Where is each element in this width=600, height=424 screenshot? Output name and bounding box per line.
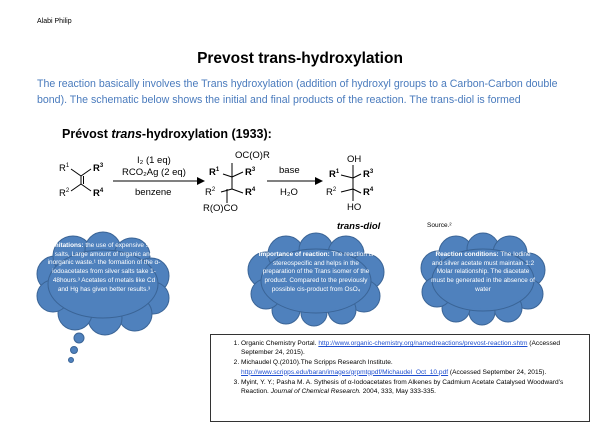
product-label: trans-diol — [337, 221, 381, 232]
intermediate-diester — [203, 150, 270, 214]
water-label: H₂O — [280, 187, 298, 198]
svg-text:R2: $R^2$ — [326, 187, 337, 198]
conditions-text: Reaction conditions: The Iodine and silver acetate must maintain 1:2 Molar relationship. The diacetate must be generated in the absence of water — [431, 251, 535, 293]
svg-text:HO: HO — [347, 202, 362, 213]
scheme-title: Prévost trans-hydroxylation (1933): — [62, 127, 272, 141]
svg-text:R2: $R^2$ — [205, 187, 216, 198]
reactant-alkene — [59, 163, 104, 199]
reaction-arrow-2 — [267, 165, 323, 198]
svg-text:R1: $R^1$ — [59, 163, 70, 174]
svg-text:R1: $R^1$ — [329, 169, 340, 180]
references-box — [210, 334, 590, 422]
product-trans-diol — [326, 154, 381, 232]
reference-item: 1. Organic Chemistry Portal. http://www.organic-chemistry.org/namedreactions/prevost-reaction.shtm (Accessed September 24, 2015). — [241, 339, 583, 357]
svg-text:R4: $R^4$ — [245, 187, 256, 198]
importance-text: Importance of reaction: The reaction is stereospecific and helps in the preparation of the Trans isomer of the product. Compared to the previously possible cis-product from OsO₄ — [258, 251, 374, 293]
author-name: Alabi Philip — [37, 18, 72, 25]
svg-text:R3: $R^3$ — [245, 167, 256, 178]
reagent-iodine: I₂ (1 eq) — [137, 155, 171, 166]
svg-text:R(O)CO: R(O)CO — [203, 203, 238, 214]
page-title: Prevost trans-hydroxylation — [197, 50, 403, 67]
svg-text:R4: $R^4$ — [93, 188, 104, 199]
svg-text:R4: $R^4$ — [363, 187, 374, 198]
limitations-callout — [35, 236, 175, 376]
intro-paragraph: The reaction basically involves the Trans hydroxylation (addition of hydroxyl groups to a Carbon-Carbon double bond). The schematic below shows the initial and final products of the reaction. The trans-diol is formed — [37, 78, 558, 106]
references-list — [221, 339, 583, 396]
svg-text:OH: OH — [347, 154, 362, 165]
svg-text:R3: $R^3$ — [93, 163, 104, 174]
reference-link-2[interactable]: http://www.scripps.edu/baran/images/grpmtgpdf/Michaudel_Oct_10.pdf — [241, 368, 449, 376]
svg-text:R2: $R^2$ — [59, 188, 70, 199]
reference-link-1[interactable]: http://www.organic-chemistry.org/namedreactions/prevost-reaction.shtm — [318, 340, 528, 347]
source-note: Source.² — [427, 222, 452, 229]
reference-item: 3. Myint, Y. Y.; Pasha M. A. Sythesis of α-Iodoacetates from Alkenes by Cadmium Acetate Catalysed Woodward’s Reaction. Journal of Chemical Research. 2004, 333, May 333-335. — [241, 378, 583, 396]
reaction-scheme — [57, 145, 417, 235]
conditions-callout — [418, 236, 548, 326]
base-label: base — [279, 165, 300, 176]
limitations-text: Limitations: the use of expensive silver salts, Large amount of organic and inorganic waste.¹ the formation of the α-iodoacetates from silver salts take 1-48hours.³ Acetates of metals like Cd and Hg has given better results.³ — [47, 242, 161, 293]
svg-text:R3: $R^3$ — [363, 169, 374, 180]
reference-item: 2. Michaudel Q.(2010).The Scripps Research Institute. http://www.scripps.edu/baran/images/grpmtgpdf/Michaudel_Oct_10.pdf (Accessed September 24, 2015). — [241, 358, 583, 376]
svg-text:R1: $R^1$ — [209, 167, 220, 178]
importance-callout — [246, 236, 386, 326]
svg-text:OC(O)R: OC(O)R — [235, 150, 270, 161]
reagent-silver-carboxylate: RCO₂Ag (2 eq) — [122, 167, 186, 178]
solvent-label: benzene — [135, 187, 172, 198]
reaction-arrow-1 — [113, 155, 205, 198]
